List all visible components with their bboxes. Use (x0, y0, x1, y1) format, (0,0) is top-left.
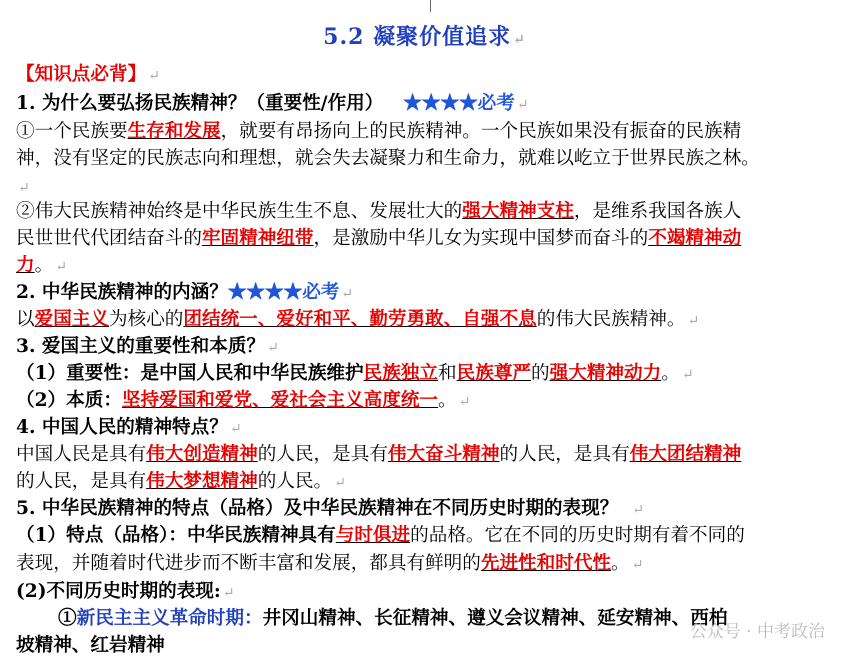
text-run: （2）本质： (16, 390, 122, 411)
text-run: ① (58, 608, 77, 629)
paragraph-mark-icon: ↵ (681, 367, 694, 383)
paragraph-mark-icon: ↵ (516, 97, 529, 113)
key-term: 团结统一、爱好和平、勤劳勇敢、自强不息 (183, 309, 537, 330)
q5-heading (16, 496, 844, 523)
q1-p1-line2 (16, 146, 844, 172)
q3-heading (16, 334, 844, 361)
text-run: 的 (531, 363, 550, 384)
key-term: 伟大创造精神 (146, 444, 258, 465)
paragraph-mark-icon: ↵ (55, 259, 67, 275)
q2-stars: ★★★★必考 (227, 282, 340, 303)
q5-line2 (16, 551, 844, 578)
text-run: 。 (438, 390, 457, 411)
q2-heading (16, 280, 844, 307)
text-run: 和 (438, 363, 457, 384)
text-run: ①一个民族要 (16, 121, 128, 142)
key-term: 坚持爱国和爱党、爱社会主义高度统一 (121, 390, 439, 411)
paragraph-mark-icon: ↵ (148, 68, 160, 84)
key-term: 民族尊严 (456, 363, 532, 384)
text-run: 中国人民是具有 (16, 444, 147, 465)
period-label: 新民主主义革命时期： (76, 608, 263, 629)
text-run: ，就要有昂扬向上的民族精神。一个民族如果没有振奋的民族精 (220, 121, 742, 142)
key-term: 与时俱进 (335, 525, 411, 546)
q5-heading-text: 5. 中华民族精神的特点（品格）及中华民族精神在不同历史时期的表现？ (16, 498, 619, 519)
watermark (690, 617, 825, 642)
text-run: 的人民，是具有 (16, 471, 147, 492)
key-term: 伟大团结精神 (629, 444, 742, 465)
q1-p2-line3 (16, 253, 844, 280)
text-run: 。 (611, 553, 630, 574)
text-run: 表现，并随着时代进步而不断丰富和发展，都具有鲜明的 (16, 553, 481, 574)
key-term: 生存和发展 (127, 121, 221, 142)
key-term: 爱国主义 (34, 309, 109, 330)
section-header-text: 【知识点必背】 (16, 64, 147, 85)
paragraph-mark-icon: ↵ (229, 421, 242, 437)
key-term: 伟大奋斗精神 (387, 444, 500, 465)
text-run: 神，没有坚定的民族志向和理想，就会失去凝聚力和生命力，就难以屹立于世界民族之林。 (16, 148, 760, 169)
paragraph-mark-icon: ↵ (458, 394, 471, 410)
text-run: 。 (34, 255, 54, 276)
q1-heading-text: 1. 为什么要弘扬民族精神？（重要性/作用） (16, 93, 384, 114)
key-term: 不竭精神动 (648, 228, 742, 249)
empty-paragraph (16, 174, 844, 201)
q1-p2-line2 (16, 226, 844, 252)
q3-heading-text: 3. 爱国主义的重要性和本质？ (16, 336, 266, 357)
text-run: ②伟大民族精神始终是中华民族生生不息、发展壮大的 (16, 201, 463, 222)
text-run: 的品格。它在不同的历史时期有着不同的 (410, 525, 745, 546)
text-run: 的人民，是具有 (257, 444, 388, 465)
q3-line1 (16, 361, 844, 388)
paragraph-mark-icon: ↵ (632, 502, 645, 518)
q5-line1 (16, 523, 844, 549)
q4-line1 (16, 442, 844, 468)
q4-heading-text: 4. 中国人民的精神特点？ (16, 417, 228, 438)
title-text: 5.2 凝聚价值追求 (323, 24, 512, 50)
key-term: 力 (16, 255, 35, 276)
q2-answer (16, 307, 844, 334)
text-run: 的人民，是具有 (499, 444, 630, 465)
text-run: ，是激励中华儿女为实现中国梦而奋斗的 (313, 228, 649, 249)
text-run: 。 (661, 363, 680, 384)
q1-heading (16, 91, 844, 118)
text-run: ，是维系我国各族人 (573, 201, 742, 222)
page-title (0, 20, 849, 51)
text-run: 为核心的 (109, 309, 184, 330)
paragraph-mark-icon: ↵ (267, 340, 279, 356)
key-term: 民族独立 (363, 363, 439, 384)
watermark-text: 公众号 · 中考政治 (689, 622, 825, 642)
text-run: 坡精神、红岩精神 (16, 635, 165, 656)
q1-stars: ★★★★必考 (403, 93, 515, 114)
key-term: 伟大梦想精神 (146, 471, 258, 492)
text-run: 以 (16, 309, 35, 330)
key-term: 强大精神动力 (549, 363, 662, 384)
paragraph-mark-icon: ↵ (513, 32, 526, 48)
q3-line2 (16, 388, 844, 415)
text-run: （1）特点（品格）：中华民族精神具有 (16, 525, 336, 546)
key-term: 牢固精神纽带 (201, 228, 314, 249)
text-cursor (430, 0, 431, 12)
text-run: （1）重要性：是中国人民和中华民族维护 (16, 363, 364, 384)
text-run: 井冈山精神、长征精神、遵义会议精神、延安精神、西柏 (262, 608, 728, 629)
q1-p1-line1 (16, 119, 844, 145)
text-run: 民世世代代团结奋斗的 (16, 228, 202, 249)
key-term: 先进性和时代性 (480, 553, 612, 574)
paragraph-mark-icon: ↵ (631, 557, 644, 573)
section-header (16, 62, 844, 89)
q4-heading (16, 415, 844, 442)
q4-line2 (16, 469, 844, 496)
paragraph-mark-icon: ↵ (334, 475, 346, 491)
q5-line3 (16, 579, 844, 606)
paragraph-mark-icon: ↵ (18, 180, 30, 196)
text-run: 的人民。 (257, 471, 333, 492)
q1-p2-line1 (16, 199, 844, 225)
paragraph-mark-icon: ↵ (222, 585, 235, 601)
q2-heading-text: 2. 中华民族精神的内涵？ (16, 282, 228, 303)
key-term: 强大精神支柱 (462, 201, 574, 222)
text-run: 的伟大民族精神。 (536, 309, 686, 330)
paragraph-mark-icon: ↵ (687, 313, 700, 329)
paragraph-mark-icon: ↵ (341, 286, 354, 302)
text-run: (2)不同历史时期的表现: (16, 581, 221, 602)
